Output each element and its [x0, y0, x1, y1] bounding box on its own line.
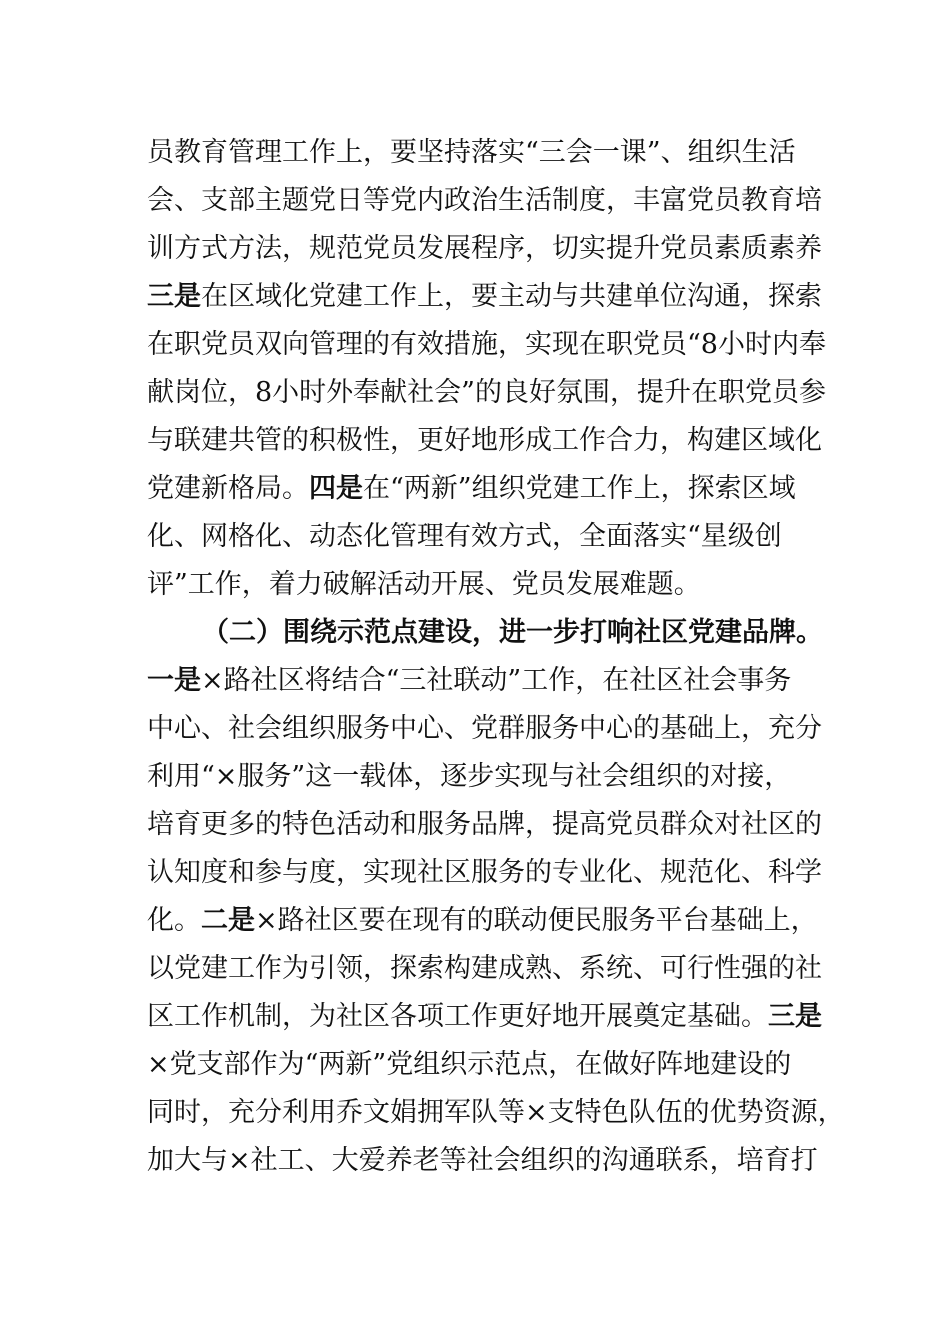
paragraph-line	[147, 753, 823, 801]
body-text: 区工作机制，为社区各项工作更好地开展奠定基础。	[147, 1001, 768, 1032]
body-text: 会、支部主题党日等党内政治生活制度，丰富党员教育培	[147, 185, 822, 216]
body-text: 员教育管理工作上，要坚持落实“三会一课”、组织生活	[147, 137, 796, 168]
paragraph-line	[147, 369, 826, 417]
body-text: 党建新格局。	[147, 473, 309, 504]
body-text: 中心、社会组织服务中心、党群服务中心的基础上，充分	[147, 713, 822, 744]
paragraph-line	[147, 849, 823, 897]
body-text: 以党建工作为引领，探索构建成熟、系统、可行性强的社	[147, 953, 822, 984]
section-heading	[202, 609, 822, 657]
body-text: 化、网格化、动态化管理有效方式，全面落实“星级创	[147, 521, 782, 552]
paragraph-line	[147, 465, 823, 513]
body-text: 化。	[147, 905, 201, 936]
paragraph-line	[147, 1137, 823, 1185]
bold-lead-text: 三是	[147, 281, 201, 312]
paragraph-line	[147, 945, 823, 993]
body-text: 与联建共管的积极性，更好地形成工作合力，构建区域化	[147, 425, 822, 456]
paragraph-line	[147, 129, 823, 177]
paragraph-line	[147, 705, 823, 753]
paragraph-line	[147, 561, 823, 609]
bold-lead-text: 二是	[201, 905, 255, 936]
body-text: 认知度和参与度，实现社区服务的专业化、规范化、科学	[147, 857, 822, 888]
body-text: ×党支部作为“两新”党组织示范点，在做好阵地建设的	[147, 1049, 792, 1080]
paragraph-line	[147, 273, 823, 321]
body-text: 在区域化党建工作上，要主动与共建单位沟通，探索	[201, 281, 822, 312]
paragraph-line	[147, 993, 823, 1041]
body-text: 评”工作，着力破解活动开展、党员发展难题。	[147, 569, 701, 600]
paragraph-line	[147, 897, 823, 945]
body-text: 加大与×社工、大爱养老等社会组织的沟通联系，培育打	[147, 1145, 818, 1176]
paragraph-line	[147, 1089, 845, 1137]
paragraph-line	[147, 321, 826, 369]
bold-lead-text: 四是	[309, 473, 363, 504]
body-text: 利用“×服务”这一载体，逐步实现与社会组织的对接，	[147, 761, 792, 792]
paragraph-line	[147, 657, 823, 705]
paragraph-line	[147, 177, 823, 225]
body-text: 训方式方法，规范党员发展程序，切实提升党员素质素养	[147, 233, 822, 264]
body-text: 在职党员双向管理的有效措施，实现在职党员“8小时内奉	[147, 329, 826, 360]
paragraph-line	[147, 225, 823, 273]
bold-lead-text: 三是	[768, 1001, 822, 1032]
body-text: 在“两新”组织党建工作上，探索区域	[363, 473, 796, 504]
body-text: 献岗位，8小时外奉献社会”的良好氛围，提升在职党员参	[147, 377, 826, 408]
bold-lead-text: （二）围绕示范点建设，进一步打响社区党建品牌。	[202, 617, 823, 648]
paragraph-line	[147, 801, 823, 849]
body-text: 培育更多的特色活动和服务品牌，提高党员群众对社区的	[147, 809, 822, 840]
body-text: ×路社区要在现有的联动便民服务平台基础上，	[255, 905, 818, 936]
bold-lead-text: 一是	[147, 665, 201, 696]
body-text: 同时，充分利用乔文娟拥军队等×支特色队伍的优势资源，	[147, 1097, 845, 1128]
paragraph-line	[147, 1041, 823, 1089]
paragraph-line	[147, 417, 823, 465]
body-text: ×路社区将结合“三社联动”工作，在社区社会事务	[201, 665, 792, 696]
paragraph-line	[147, 513, 823, 561]
